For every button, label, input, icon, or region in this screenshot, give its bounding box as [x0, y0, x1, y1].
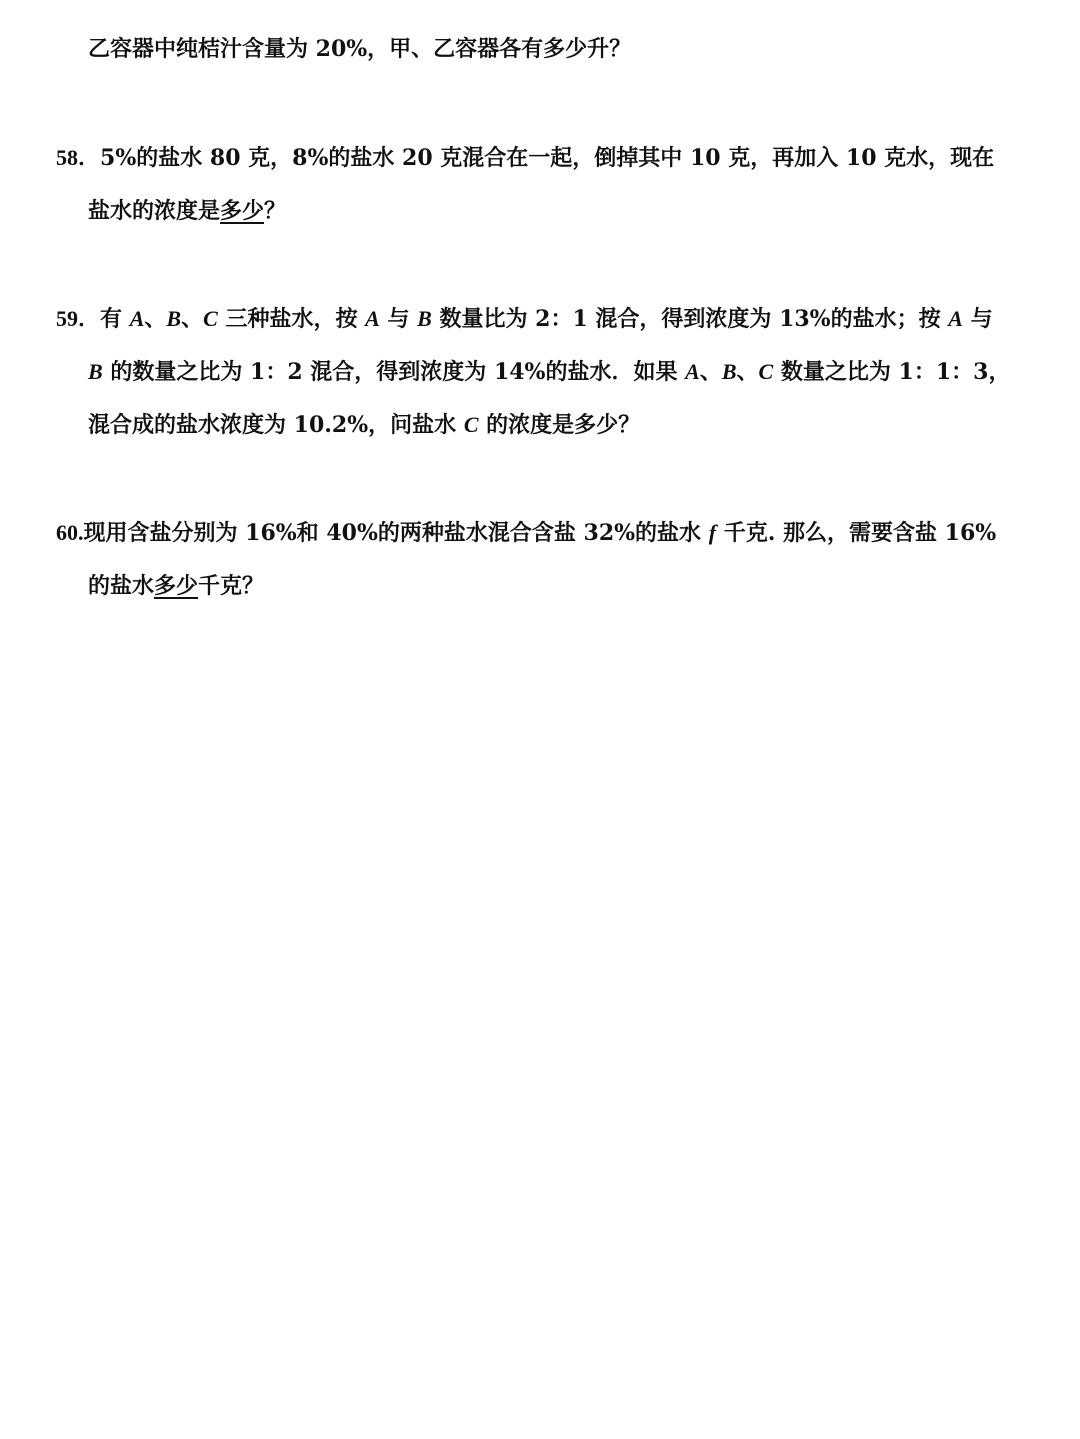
q60-text-1b: 千克. 那么，需要含盐 16% — [716, 520, 997, 546]
q57-line-2 — [88, 34, 631, 64]
var-a: A — [685, 359, 700, 384]
var-f: f — [708, 520, 717, 545]
sep: 、 — [144, 306, 167, 332]
sep: 、 — [181, 306, 204, 332]
var-a: A — [365, 306, 380, 331]
q59-line-1 — [56, 304, 993, 334]
q60-text-2b: 千克？ — [198, 573, 265, 599]
q58-text-2a: 盐水的浓度是 — [88, 198, 221, 224]
q59-text-3b: 的浓度是多少？ — [478, 412, 641, 438]
q59-text-1d: 数量比为 2：1 混合，得到浓度为 13%的盐水；按 — [431, 306, 949, 332]
var-c: C — [203, 306, 218, 331]
q58-line-1 — [56, 143, 994, 173]
var-b: B — [417, 306, 432, 331]
var-b: B — [721, 359, 737, 384]
q60-line-1 — [56, 518, 996, 548]
q59-text-1e: 与 — [962, 306, 993, 332]
sep: 、 — [736, 359, 759, 385]
q60-text-2a: 的盐水 — [88, 573, 155, 599]
q59-text-2b: 数量之比为 1：1：3， — [773, 359, 1011, 385]
var-a: A — [948, 306, 963, 331]
q59-text-3a: 混合成的盐水浓度为 10.2%，问盐水 — [88, 412, 464, 438]
q57-text: 乙容器中纯桔汁含量为 20%，甲、乙容器各有多少升？ — [88, 36, 632, 62]
q60-underlined-text: 多少 — [154, 573, 199, 599]
q58-underlined-text: 多少 — [220, 198, 265, 224]
q59-text-1a: 有 — [100, 306, 130, 332]
q59-text-2a: 的数量之比为 1：2 混合，得到浓度为 14%的盐水．如果 — [102, 359, 686, 385]
q58-line-2 — [88, 196, 286, 226]
q59-line-3 — [88, 410, 640, 440]
q59-number: 59． — [56, 306, 101, 331]
var-c: C — [758, 359, 774, 384]
q59-text-1b: 三种盐水，按 — [217, 306, 366, 332]
q60-number: 60. — [56, 520, 84, 545]
var-c: C — [463, 412, 479, 437]
q60-line-2 — [88, 571, 264, 601]
q59-line-2 — [88, 357, 1010, 387]
q60-text-1a: 现用含盐分别为 16%和 40%的两种盐水混合含盐 32%的盐水 — [83, 520, 709, 546]
sep: 、 — [699, 359, 722, 385]
q58-text-2b: ？ — [264, 198, 287, 224]
q58-number: 58． — [56, 145, 101, 170]
var-b: B — [88, 359, 103, 384]
var-b: B — [166, 306, 182, 331]
q59-text-1c: 与 — [379, 306, 418, 332]
q58-text-1: 5%的盐水 80 克，8%的盐水 20 克混合在一起，倒掉其中 10 克，再加入 10 克水，现在 — [100, 145, 995, 171]
var-a: A — [129, 306, 145, 331]
